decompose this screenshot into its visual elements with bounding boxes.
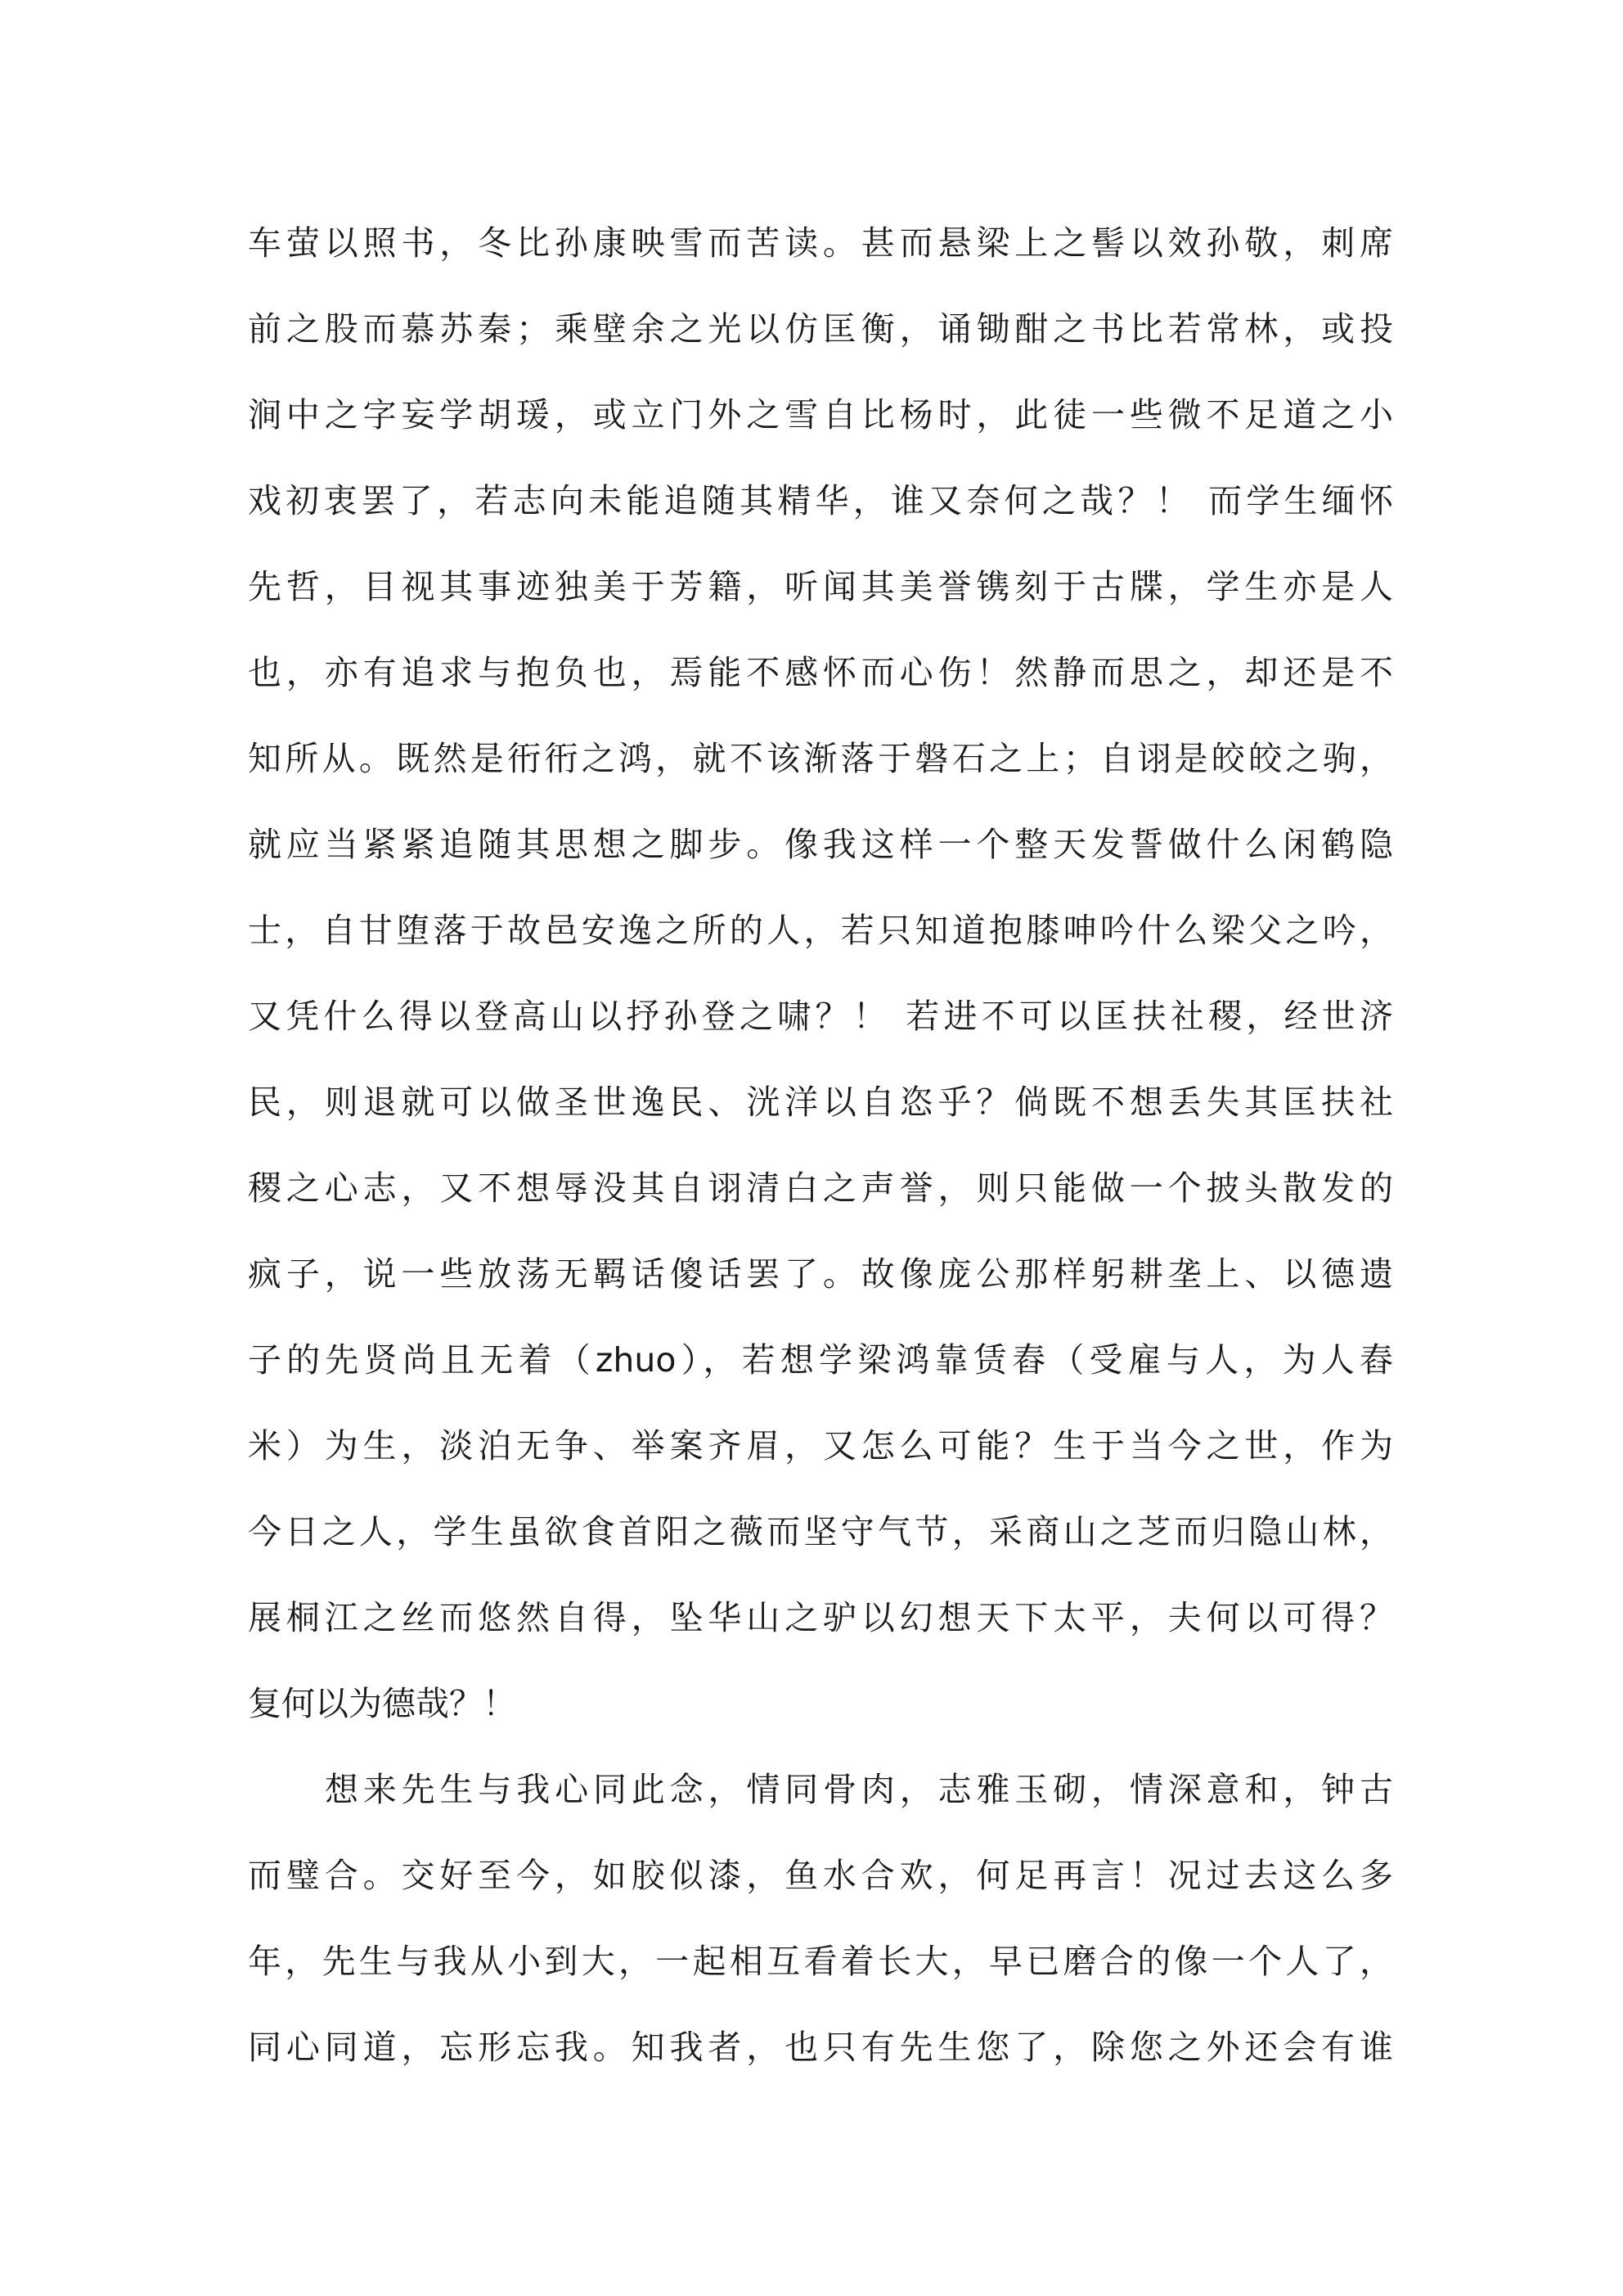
text-line: 先哲，目视其事迹独美于芳籍，听闻其美誉镌刻于古牒，学生亦是人 — [248, 567, 1393, 606]
text-line: 疯子，说一些放荡无羁话傻话罢了。故像庞公那样躬耕垄上、以德遗 — [248, 1254, 1393, 1294]
text-line: 子的先贤尚且无着（zhuo），若想学梁鸿靠赁舂（受雇与人，为人舂 — [248, 1340, 1393, 1380]
paragraph-2 — [248, 1758, 1393, 2101]
text-line: 稷之心志，又不想辱没其自诩清白之声誉，则只能做一个披头散发的 — [248, 1168, 1393, 1208]
text-line: 想来先生与我心同此念，情同骨肉，志雅玉砌，情深意和，钟古 — [325, 1770, 1393, 1809]
text-line: 民，则退就可以做圣世逸民、洸洋以自恣乎？倘既不想丢失其匡扶社 — [248, 1083, 1393, 1122]
text-line: 今日之人，学生虽欲食首阳之薇而坚守气节，采商山之芝而归隐山林， — [248, 1512, 1393, 1551]
text-line: 而璧合。交好至今，如胶似漆，鱼水合欢，何足再言！况过去这么多 — [248, 1856, 1393, 1895]
paragraph-1 — [248, 211, 1393, 1758]
text-line: 涧中之字妄学胡瑗，或立门外之雪自比杨时，此徒一些微不足道之小 — [248, 395, 1393, 434]
text-line: 年，先生与我从小到大，一起相互看着长大，早已磨合的像一个人了， — [248, 1942, 1393, 1981]
text-line: 复何以为德哉？！ — [248, 1684, 516, 1723]
text-line: 展桐江之丝而悠然自得，坠华山之驴以幻想天下太平，夫何以可得？ — [248, 1598, 1393, 1637]
text-line: 知所从。既然是衎衎之鸿，就不该渐落于磐石之上；自诩是皎皎之驹， — [248, 739, 1393, 778]
text-line: 前之股而慕苏秦；乘壁余之光以仿匡衡，诵锄酣之书比若常林，或投 — [248, 309, 1393, 349]
text-line: 同心同道，忘形忘我。知我者，也只有先生您了，除您之外还会有谁 — [248, 2028, 1393, 2067]
text-line: 士，自甘堕落于故邑安逸之所的人，若只知道抱膝呻吟什么梁父之吟， — [248, 911, 1393, 950]
text-line: 米）为生，淡泊无争、举案齐眉，又怎么可能？生于当今之世，作为 — [248, 1426, 1393, 1465]
text-line: 也，亦有追求与抱负也，焉能不感怀而心伤！然静而思之，却还是不 — [248, 653, 1393, 692]
text-line: 就应当紧紧追随其思想之脚步。像我这样一个整天发誓做什么闲鹤隐 — [248, 825, 1393, 864]
letter-body — [248, 211, 1393, 2101]
text-line: 车萤以照书，冬比孙康映雪而苦读。甚而悬梁上之髻以效孙敬，刺席 — [248, 223, 1393, 263]
text-line: 又凭什么得以登高山以抒孙登之啸？！ 若进不可以匡扶社稷，经世济 — [248, 997, 1393, 1036]
text-line: 戏初衷罢了，若志向未能追随其精华，谁又奈何之哉？！ 而学生缅怀 — [248, 481, 1393, 520]
